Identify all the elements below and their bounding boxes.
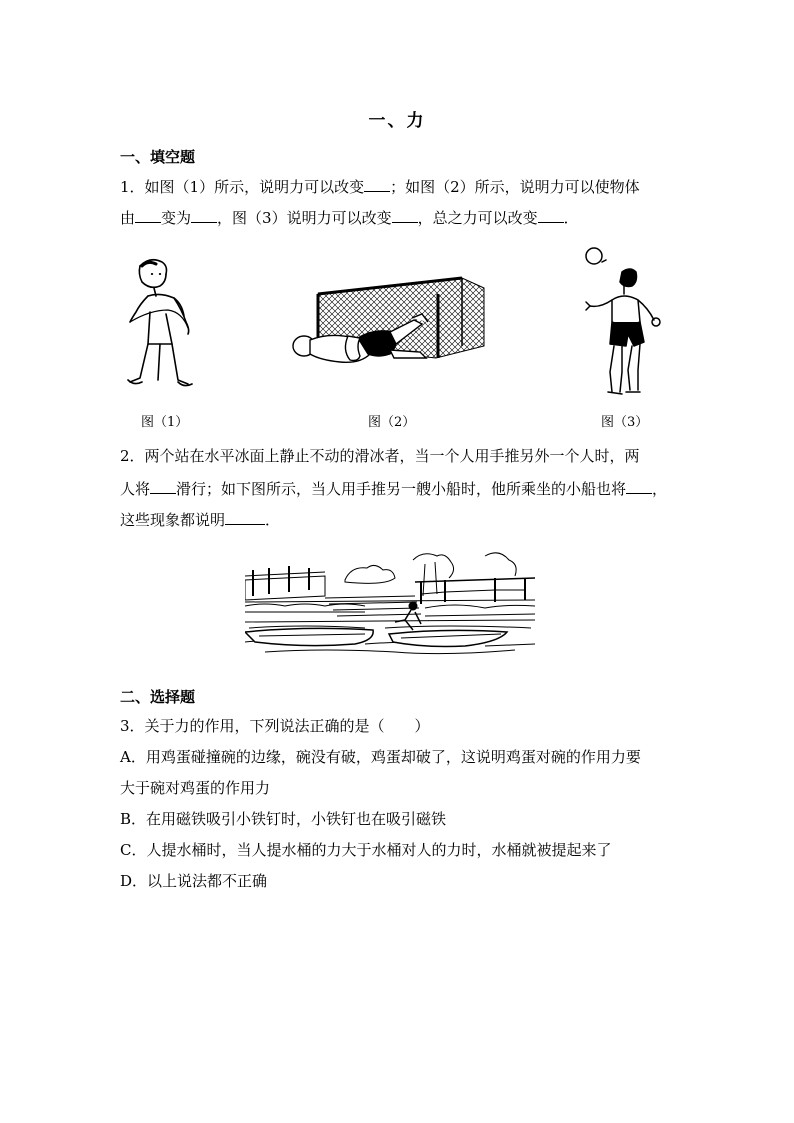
q1-text: ，图（3）说明力可以改变 <box>217 209 392 227</box>
boat-pushing-illustration <box>245 546 535 658</box>
option-d: D．以上说法都不正确 <box>120 872 268 890</box>
question-1-line-2 <box>120 207 579 228</box>
q2-text: 人将 <box>120 480 151 498</box>
q1-text: ． <box>563 209 579 227</box>
q1-text: ，总之力可以改变 <box>417 209 538 227</box>
figure-3-caption: 图（3） <box>601 415 649 430</box>
answer-blank <box>135 207 161 223</box>
answer-blank <box>364 176 390 192</box>
question-1-line-1 <box>120 176 640 197</box>
option-c: C．人提水桶时，当人提水桶的力大于水桶对人的力时，水桶就被提起来了 <box>120 841 612 859</box>
section-multiple-choice-heading: 二、选择题 <box>120 688 196 706</box>
question-2-line-2 <box>120 478 667 499</box>
q1-text: 1．如图（1）所示，说明力可以改变 <box>120 178 365 196</box>
question-2-line-3 <box>120 509 280 530</box>
figure-1-caption: 图（1） <box>141 415 189 430</box>
q1-text: ；如图（2）所示，说明力可以使物体 <box>390 178 640 196</box>
figure-2-illustration <box>290 266 490 378</box>
section-fill-in-heading: 一、填空题 <box>120 148 196 166</box>
option-a-line-2: 大于碗对鸡蛋的作用力 <box>120 779 271 797</box>
answer-blank <box>538 207 564 223</box>
answer-blank <box>626 478 652 494</box>
q2-text: ， <box>652 480 668 498</box>
page-title: 一、力 <box>368 111 426 131</box>
q2-text: 这些现象都说明 <box>120 511 226 529</box>
q1-text: 变为 <box>161 209 192 227</box>
q2-text: 滑行；如下图所示，当人用手推另一艘小船时，他所乘坐的小船也将 <box>176 480 627 498</box>
question-2-line-1: 2．两个站在水平冰面上静止不动的滑冰者，当一个人用手推另外一个人时，两 <box>120 447 640 465</box>
figure-1-illustration <box>120 252 205 392</box>
answer-blank <box>392 207 418 223</box>
option-a-line-1: A．用鸡蛋碰撞碗的边缘，碗没有破，鸡蛋却破了，这说明鸡蛋对碗的作用力要 <box>120 748 641 766</box>
q2-text: ． <box>265 511 281 529</box>
figure-2-caption: 图（2） <box>368 415 416 430</box>
figure-3-illustration <box>576 242 666 402</box>
question-3-stem: 3．关于力的作用，下列说法正确的是（ ） <box>120 717 430 735</box>
option-b: B．在用磁铁吸引小铁钉时，小铁钉也在吸引磁铁 <box>120 810 447 828</box>
q1-text: 由 <box>120 209 136 227</box>
answer-blank <box>225 509 265 525</box>
answer-blank <box>191 207 217 223</box>
answer-blank <box>150 478 176 494</box>
